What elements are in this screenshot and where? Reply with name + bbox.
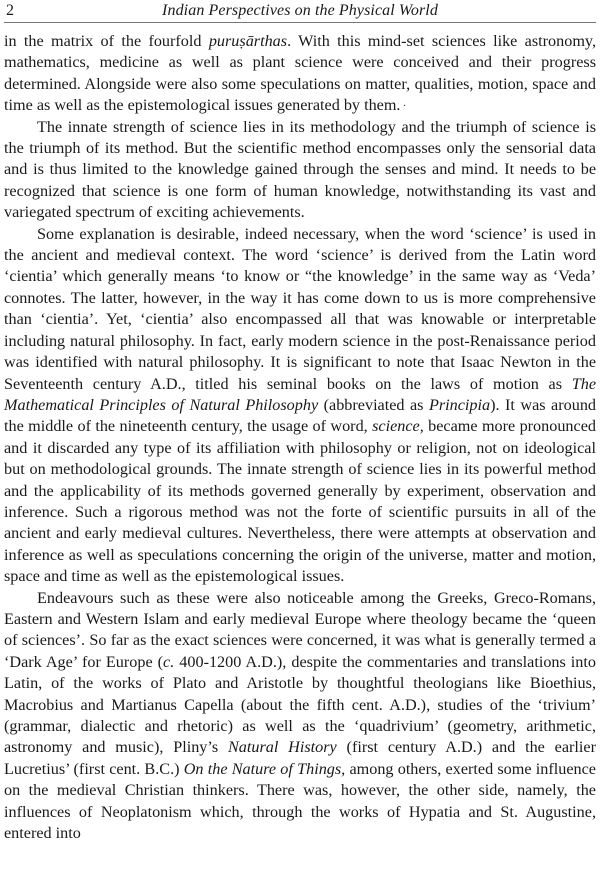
paragraph-4-text-a: Endeavours such as these were also noticeable among the Greeks, Greco-Romans, Eastern and Western Islam and early medieval Europe where theology became the ‘queen of sciences’. So far as the exact sciences were concerned, it was what is generally termed a ‘Dark Age’ for Europe (	[4, 588, 596, 671]
paragraph-4-italic-circa: c.	[163, 652, 175, 671]
paragraph-3-text-a: Some explanation is desirable, indeed necessary, when the word ‘science’ is used in the ancient and medieval context. The word ‘science’ is derived from the Latin word ‘cientia’ which generally means ‘to know or “the knowledge’ in the same way as ‘Veda’ connotes. The latter, however, in the way it has come down to us is more comprehensive than ‘cientia’. Yet, ‘cientia’ also encompassed all that was knowable or interpretable including natural philosophy. In fact, early modern science in the post-Renaissance period was identified with natural philosophy. It is significant to note that Isaac Newton in the Seventeenth century A.D., titled his seminal books on the laws of motion as	[4, 224, 596, 393]
paragraph-2	[4, 117, 596, 224]
paragraph-4	[4, 588, 596, 845]
paragraph-1-text-a: in the matrix of the fourfold	[4, 32, 209, 50]
body-text	[4, 31, 596, 844]
paragraph-4-text-c: (first century A.D.) and the earlier Lucretius’ (first cent. B.C.)	[4, 738, 597, 778]
paragraph-3	[4, 224, 596, 588]
paragraph-3-text-d: became more pronounced and it discarded any type of its affiliation with philosophy or religion, not on ideological but on methodological grounds. The innate strength of science lies in its powerful method and the applicability of its methods governed generally by experiment, observation and inference. Such a rigorous method was not the forte of scientific pursuits in all of the ancient and early medieval cultures. Nevertheless, there were attempts at observation and inference as well as speculations concerning the origin of the universe, matter and motion, space and time as well as the epistemological issues.	[4, 417, 596, 586]
paragraph-3-italic-science: science,	[372, 417, 424, 436]
page-number: 2	[6, 2, 14, 19]
running-head	[4, 0, 596, 23]
paragraph-3-text-b: (abbreviated as	[318, 395, 429, 414]
paragraph-1-italic-purusarthas: puruṣārthas	[208, 32, 288, 50]
paragraph-4-italic-nature-of-things: On the Nature of Things,	[183, 759, 346, 778]
paragraph-4-text-d: among others, exerted some influence on the medieval Christian thinkers.	[4, 759, 596, 800]
paragraph-2-text: The innate strength of science lies in its methodology and the triumph of science is the triumph of its method. But the scientific method encompasses only the sensorial data and is thus limited to the knowledge gained through the senses and mind. It needs to be recognized that science is one form of human knowledge, notwithstanding its vast and variegated spectrum of exciting achievements.	[4, 117, 596, 222]
running-title: Indian Perspectives on the Physical World	[162, 2, 438, 19]
paragraph-1-text-b: . With this mind-set sciences like astronomy, mathematics, medicine as well as plant science were conceived and their progress determined. Alongside were also some speculations on matter, qualities, motion, space and time as well as the epistemological issues generated by them.	[4, 32, 596, 115]
paragraph-4-italic-natural-history: Natural History	[228, 738, 337, 757]
paragraph-3-italic-book-title: The Mathematical Principles of Natural Philosophy	[4, 374, 596, 414]
paragraph-3-italic-principia: Principia	[428, 395, 491, 414]
paragraph-4-text-e: There was, however, the other side, namely, the influences of Neoplatonism which, through the works of Hypatia and St. Augustine, entered into	[4, 781, 596, 843]
paragraph-3-text-c: ). It was around the middle of the nineteenth century, the usage of word,	[4, 395, 597, 436]
paragraph-1	[4, 31, 596, 117]
stray-mark: ·	[402, 98, 407, 113]
paragraph-4-text-b: 400-1200 A.D.), despite the commentaries and translations into Latin, of the works of Plato and Aristotle by thoughtful theologians like Bioethius, Macrobius and Martianus Capella (about the fifth cent. A.D.), studies of the ‘trivium’ (grammar, dialectic and rhetoric) as well as the ‘quadrivium’ (geometry, arithmetic, astronomy and music), Pliny’s	[4, 652, 596, 757]
